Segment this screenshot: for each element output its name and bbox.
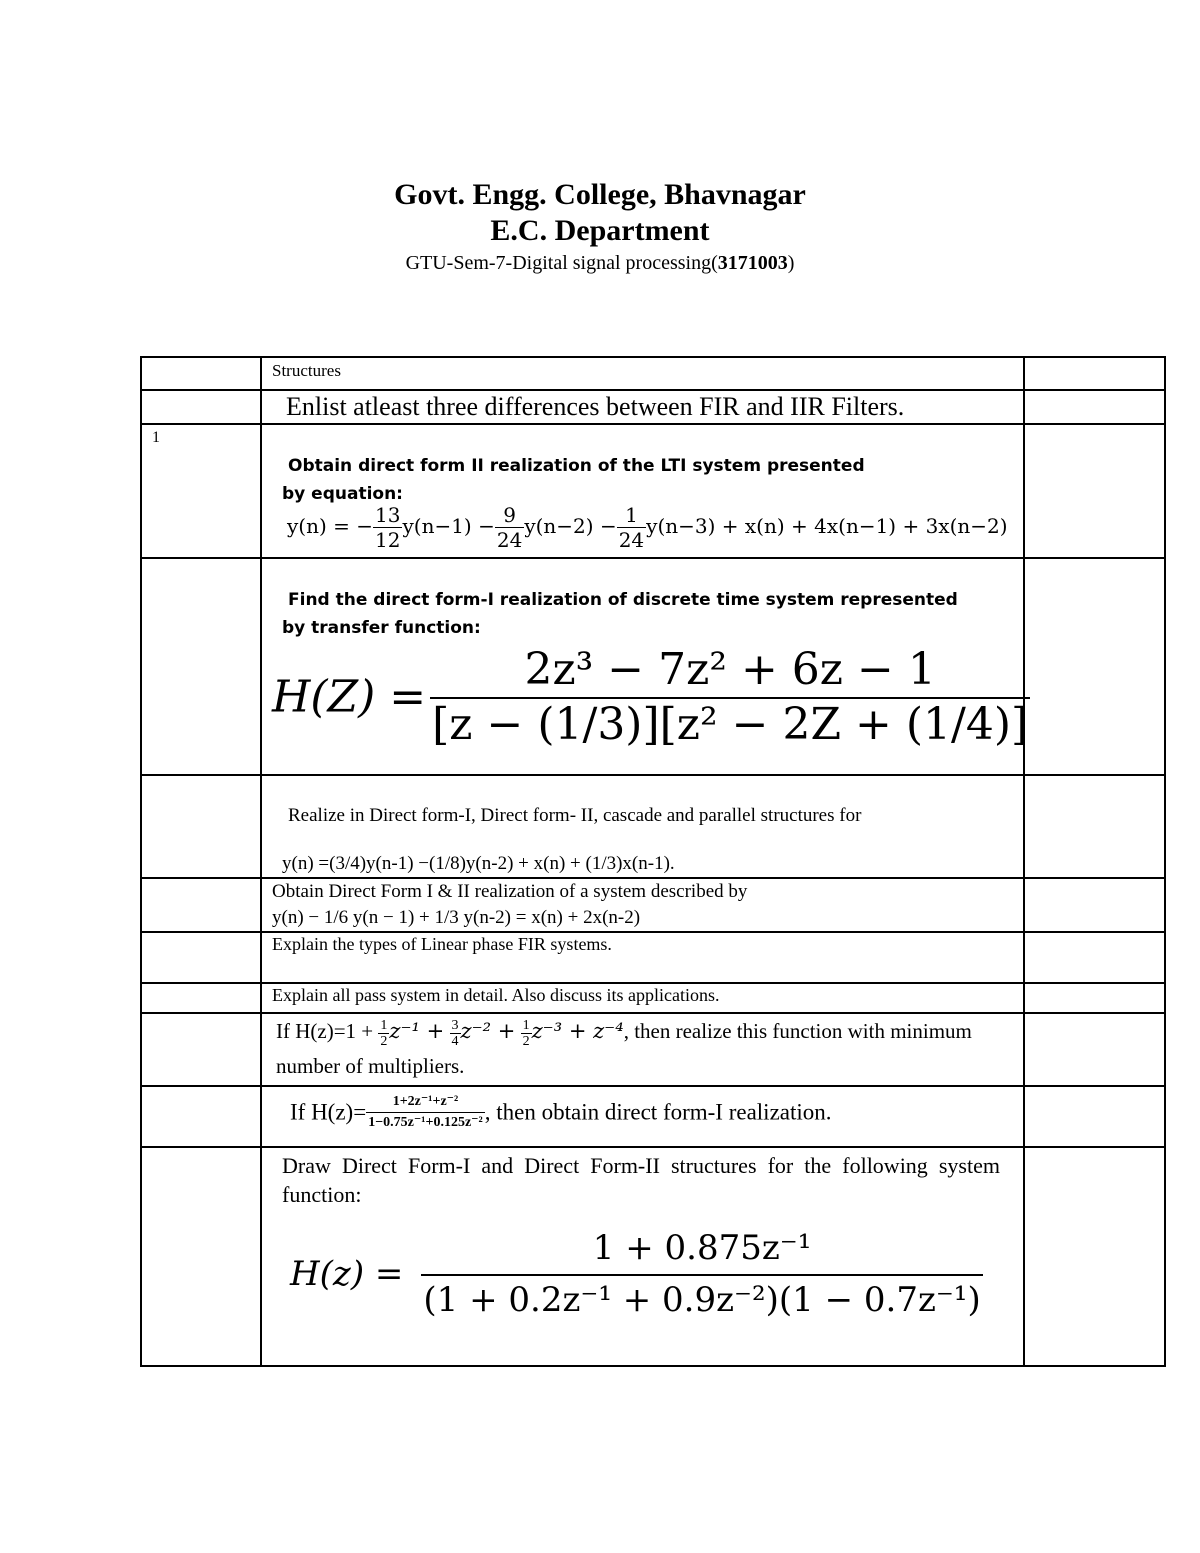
row-line <box>140 423 1166 425</box>
fraction-denominator: 1−0.75z⁻¹+0.125z⁻² <box>366 1112 485 1133</box>
question-suffix: , then realize this function with minimum number of multipliers. <box>276 1019 972 1078</box>
equation-lhs: H(z) = <box>290 1254 404 1294</box>
fraction <box>450 1018 461 1049</box>
transfer-denominator: (1 + 0.2z⁻¹ + 0.9z⁻²)(1 − 0.7z⁻¹) <box>421 1274 982 1320</box>
fraction-denominator: 24 <box>496 528 523 552</box>
transfer-denominator: [z − (1/3)][z² − 2Z + (1/4)] <box>432 699 1029 750</box>
row-line <box>140 982 1166 984</box>
table-divider-1 <box>260 356 262 1367</box>
equation-term: y(n−3) + x(n) + 4x(n−1) + 3x(n−2) <box>646 514 1008 538</box>
equation-term: If H(z)= <box>290 1099 367 1125</box>
fraction-denominator: 4 <box>451 1033 459 1049</box>
fraction-numerator: 13 <box>375 503 401 527</box>
equation-term: If H(z)=1 + <box>276 1019 374 1043</box>
equation-lhs: H(Z) = <box>272 671 427 723</box>
row-line <box>140 931 1166 933</box>
equation-term: z⁻¹ + <box>389 1019 445 1043</box>
question-form-1-2-text: Obtain Direct Form I & II realization of a system described by <box>272 881 748 902</box>
fraction-numerator: 1+2z⁻¹+z⁻² <box>392 1094 459 1109</box>
row-number: 1 <box>152 429 160 446</box>
equation-term: y(n−1) − <box>402 514 495 538</box>
section-label: Structures <box>272 361 341 380</box>
row-line <box>140 1146 1166 1148</box>
fraction <box>366 1092 485 1133</box>
question-realize-structures-equation: y(n) =(3/4)y(n-1) −(1/8)y(n-2) + x(n) + (1/3)x(n-1). <box>282 853 675 874</box>
equation-term: z⁻³ + z⁻⁴ <box>531 1019 624 1043</box>
fraction-numerator: 1 <box>522 1017 530 1033</box>
equation-term: y(n) = − <box>287 514 374 538</box>
course-code: 3171003 <box>717 252 788 274</box>
question-all-pass: Explain all pass system in detail. Also discuss its applications. <box>272 985 720 1005</box>
question-draw-structures-equation <box>290 1228 983 1320</box>
question-direct-form-1-realization <box>290 1092 832 1133</box>
row-line <box>140 774 1166 776</box>
equation-term: y(n−2) − <box>524 514 617 538</box>
row-line <box>140 1365 1166 1367</box>
fraction-denominator: 2 <box>380 1033 388 1049</box>
fraction <box>521 1018 532 1049</box>
question-direct-form-2-text: Obtain direct form II realization of the LTI system presented by equation: <box>282 456 865 504</box>
transfer-function-fraction <box>421 1228 982 1320</box>
fraction-numerator: 3 <box>451 1017 459 1033</box>
question-suffix: , then obtain direct form-I realization. <box>484 1099 832 1125</box>
question-min-multipliers <box>276 1014 1011 1083</box>
question-form-1-2-equation: y(n) − 1/6 y(n − 1) + 1/3 y(n-2) = x(n) + 2x(n-2) <box>272 907 641 928</box>
transfer-function-fraction <box>430 644 1030 750</box>
question-direct-form-1-equation <box>272 644 1030 750</box>
course-line <box>0 252 1200 275</box>
row-line <box>140 877 1166 879</box>
question-realize-structures-text: Realize in Direct form-I, Direct form- II, cascade and parallel structures for <box>288 805 862 826</box>
row-line <box>140 557 1166 559</box>
row-line <box>140 389 1166 391</box>
fraction-denominator: 12 <box>375 528 401 552</box>
fraction <box>495 503 524 552</box>
question-fir-iir: Enlist atleast three differences between FIR and IIR Filters. <box>286 392 905 421</box>
fraction <box>373 503 402 552</box>
question-direct-form-2-equation <box>287 503 1008 552</box>
fraction-numerator: 1 <box>625 503 638 527</box>
row-line <box>140 356 1166 358</box>
row-line <box>140 1085 1166 1087</box>
fraction <box>617 503 646 552</box>
table-border-left <box>140 356 142 1367</box>
question-direct-form-1-text: Find the direct form-I realization of discrete time system represented by transfer function: <box>282 590 958 638</box>
table-border-right <box>1164 356 1166 1367</box>
fraction-denominator: 24 <box>618 528 645 552</box>
question-linear-phase: Explain the types of Linear phase FIR systems. <box>272 934 612 954</box>
transfer-numerator: 1 + 0.875z⁻¹ <box>592 1228 812 1268</box>
fraction-denominator: 2 <box>522 1033 530 1049</box>
transfer-numerator: 2z³ − 7z² + 6z − 1 <box>524 644 936 695</box>
college-title: Govt. Engg. College, Bhavnagar <box>394 178 806 211</box>
course-prefix: GTU-Sem-7-Digital signal processing( <box>405 252 718 274</box>
table-divider-2 <box>1023 356 1025 1367</box>
fraction <box>378 1018 389 1049</box>
course-suffix: ) <box>787 252 795 274</box>
question-draw-structures-text: Draw Direct Form-I and Direct Form-II structures for the following system function: <box>282 1153 1000 1207</box>
department-title: E.C. Department <box>490 214 710 247</box>
equation-term: z⁻² + <box>460 1019 516 1043</box>
fraction-numerator: 1 <box>380 1017 388 1033</box>
fraction-numerator: 9 <box>503 503 516 527</box>
